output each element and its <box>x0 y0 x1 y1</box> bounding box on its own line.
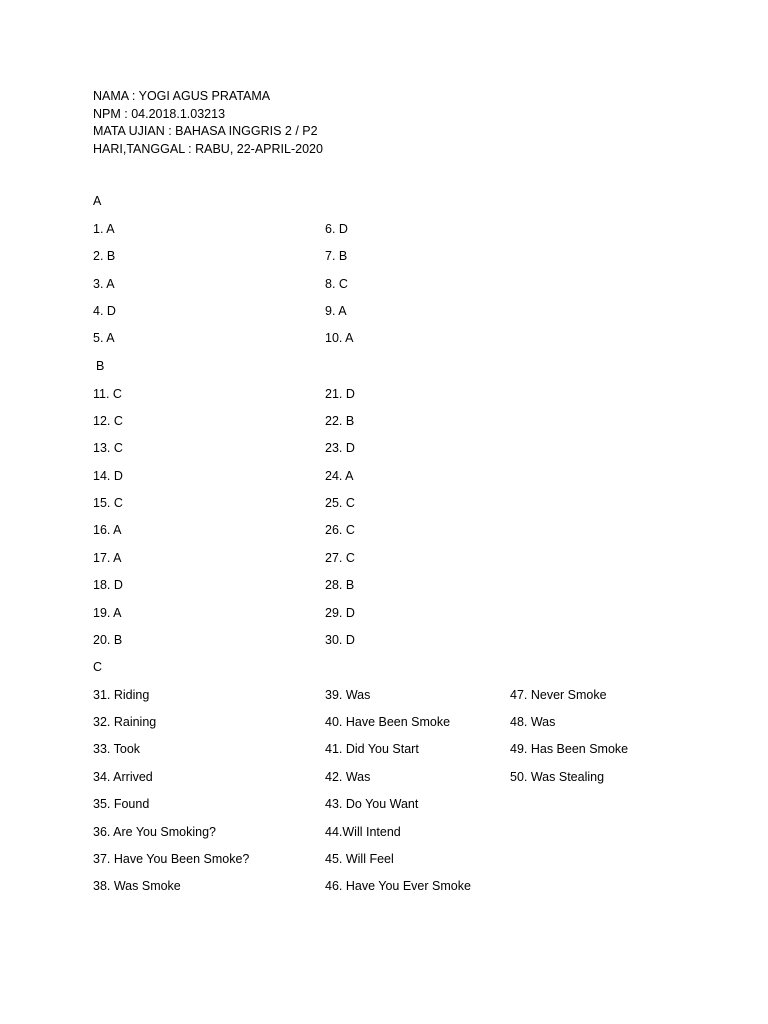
answer-item: 5. A <box>93 331 115 345</box>
answer-item: 9. A <box>325 304 347 318</box>
answer-item: 29. D <box>325 606 355 620</box>
answer-item: 42. Was <box>325 770 371 784</box>
exam-date: HARI,TANGGAL : RABU, 22-APRIL-2020 <box>93 142 323 156</box>
answer-item: 15. C <box>93 496 123 510</box>
student-name: NAMA : YOGI AGUS PRATAMA <box>93 89 271 103</box>
answer-item: 30. D <box>325 633 355 647</box>
answer-item: 3. A <box>93 277 115 291</box>
answer-item: 47. Never Smoke <box>510 688 607 702</box>
answer-item: 8. C <box>325 277 348 291</box>
answer-item: 32. Raining <box>93 715 157 729</box>
answer-item: 24. A <box>325 469 354 483</box>
answer-item: 7. B <box>325 249 348 263</box>
answer-item: 48. Was <box>510 715 556 729</box>
answer-item: 46. Have You Ever Smoke <box>325 879 471 893</box>
answer-item: 19. A <box>93 606 122 620</box>
answer-item: 36. Are You Smoking? <box>93 825 217 839</box>
answer-item: 44.Will Intend <box>325 825 401 839</box>
answer-item: 38. Was Smoke <box>93 879 181 893</box>
answer-item: 26. C <box>325 523 355 537</box>
section-b-label: B <box>96 359 105 373</box>
section-a-label: A <box>93 194 102 208</box>
answer-item: 21. D <box>325 387 355 401</box>
answer-item: 35. Found <box>93 797 150 811</box>
answer-item: 18. D <box>93 578 123 592</box>
answer-item: 10. A <box>325 331 354 345</box>
answer-item: 14. D <box>93 469 123 483</box>
answer-item: 50. Was Stealing <box>510 770 605 784</box>
answer-item: 4. D <box>93 304 116 318</box>
answer-item: 22. B <box>325 414 355 428</box>
answer-item: 16. A <box>93 523 122 537</box>
answer-item: 28. B <box>325 578 355 592</box>
answer-item: 6. D <box>325 222 348 236</box>
answer-item: 33. Took <box>93 742 141 756</box>
answer-item: 17. A <box>93 551 122 565</box>
answer-item: 49. Has Been Smoke <box>510 742 629 756</box>
answer-item: 40. Have Been Smoke <box>325 715 451 729</box>
answer-item: 13. C <box>93 441 123 455</box>
answer-item: 1. A <box>93 222 115 236</box>
exam-subject: MATA UJIAN : BAHASA INGGRIS 2 / P2 <box>93 124 318 138</box>
answer-item: 20. B <box>93 633 123 647</box>
section-c-label: C <box>93 660 103 674</box>
student-npm: NPM : 04.2018.1.03213 <box>93 107 226 121</box>
answer-item: 11. C <box>93 387 122 401</box>
answer-item: 39. Was <box>325 688 371 702</box>
answer-item: 27. C <box>325 551 355 565</box>
answer-item: 37. Have You Been Smoke? <box>93 852 250 866</box>
answer-item: 31. Riding <box>93 688 150 702</box>
answer-item: 45. Will Feel <box>325 852 394 866</box>
answer-item: 23. D <box>325 441 355 455</box>
answer-item: 43. Do You Want <box>325 797 419 811</box>
answer-item: 2. B <box>93 249 116 263</box>
answer-item: 12. C <box>93 414 123 428</box>
answer-item: 25. C <box>325 496 355 510</box>
answer-item: 34. Arrived <box>93 770 153 784</box>
answer-item: 41. Did You Start <box>325 742 419 756</box>
